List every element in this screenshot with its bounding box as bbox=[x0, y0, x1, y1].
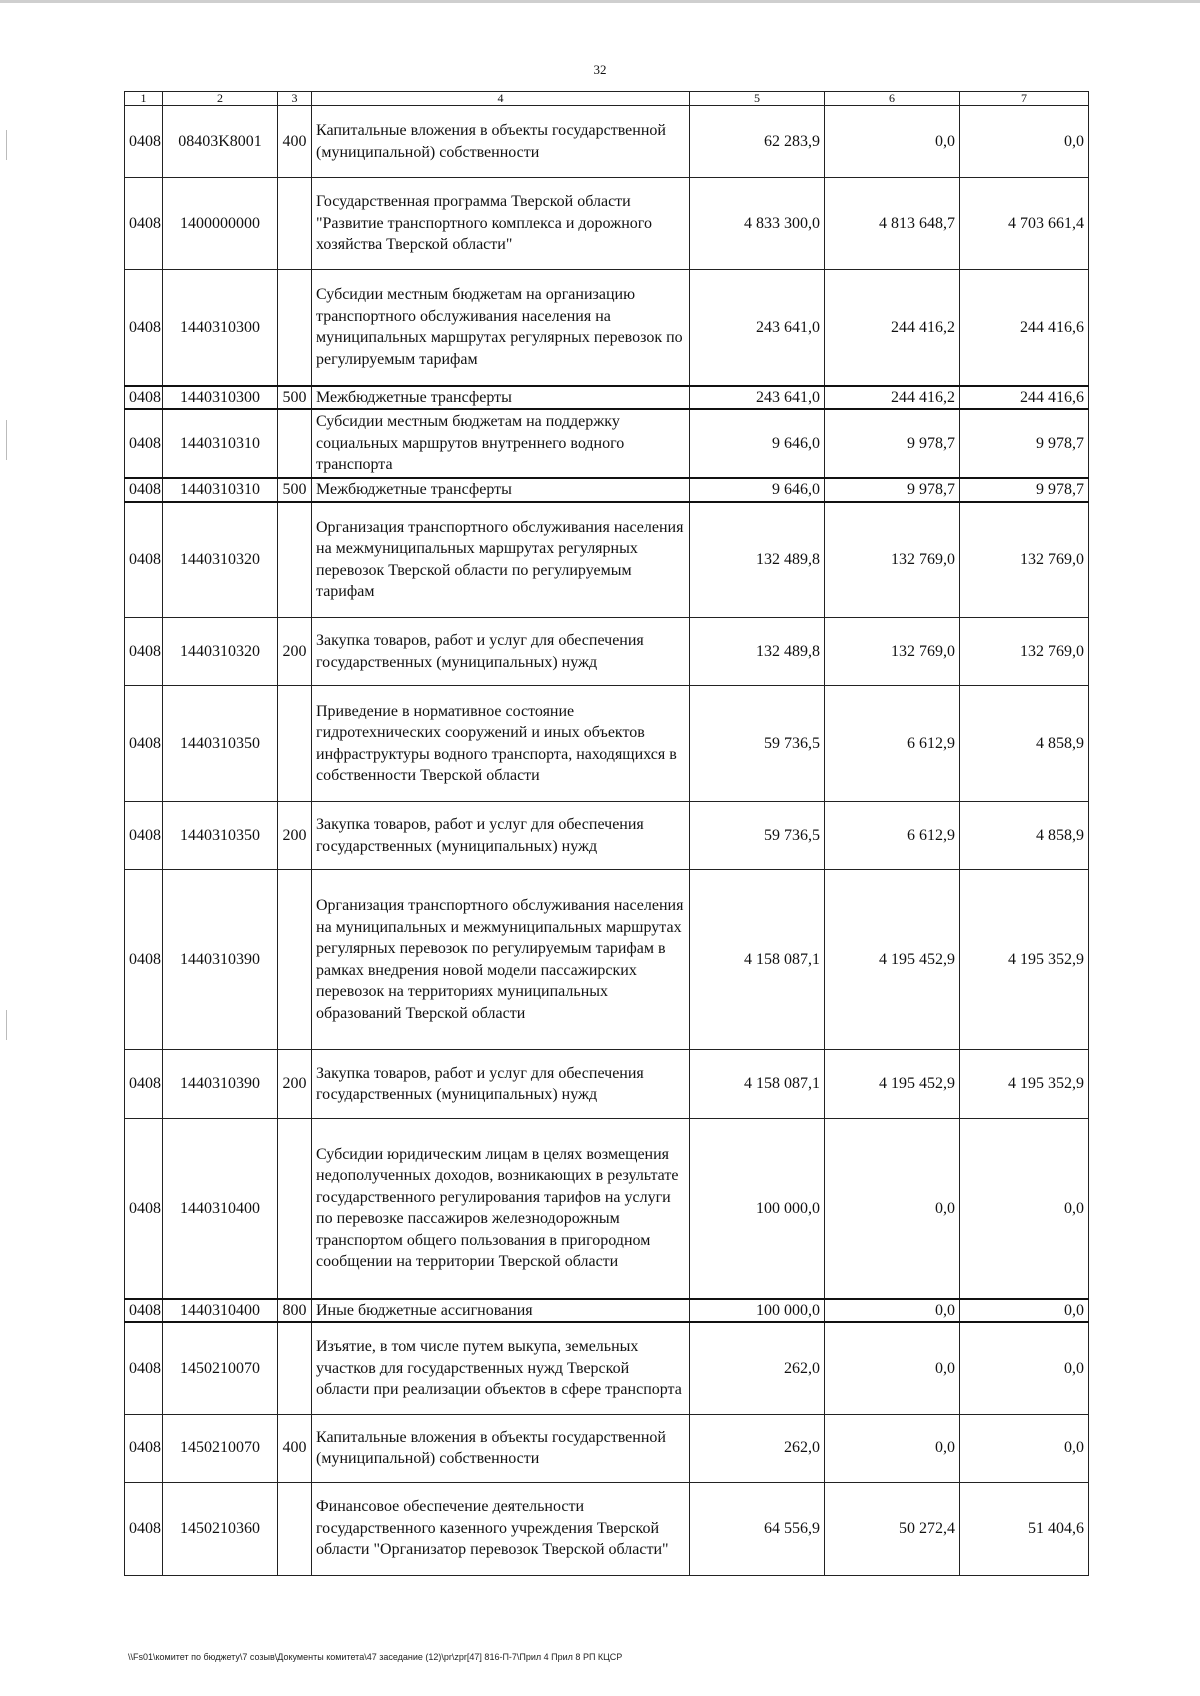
amount-col5: 262,0 bbox=[690, 1414, 825, 1482]
amount-col7: 0,0 bbox=[960, 106, 1089, 178]
scan-margin-mark bbox=[6, 1010, 7, 1040]
amount-col5: 243 641,0 bbox=[690, 386, 825, 410]
section-code: 0408 bbox=[125, 686, 163, 802]
table-row bbox=[125, 686, 1089, 802]
item-name: Закупка товаров, работ и услуг для обеспечения государственных (муниципальных) нужд bbox=[312, 618, 690, 686]
amount-col6: 0,0 bbox=[825, 1299, 960, 1323]
target-article-code: 1400000000 bbox=[163, 178, 278, 270]
item-name: Финансовое обеспечение деятельности государственного казенного учреждения Тверской области "Организатор перевозок Тверской области" bbox=[312, 1482, 690, 1575]
scan-margin-mark bbox=[6, 420, 7, 460]
col-header: 6 bbox=[825, 92, 960, 106]
expense-type-code bbox=[278, 1322, 312, 1414]
page-number: 32 bbox=[593, 62, 607, 77]
amount-col6: 6 612,9 bbox=[825, 686, 960, 802]
footer-file-path: \\Fs01\комитет по бюджету\7 созыв\Документы комитета\47 заседание (12)\pr\zpr[47] 816-П-7\Прил 4 Прил 8 РП КЦСР bbox=[128, 1652, 623, 1662]
target-article-code: 1440310320 bbox=[163, 502, 278, 618]
amount-col6: 4 195 452,9 bbox=[825, 870, 960, 1050]
expense-type-code bbox=[278, 178, 312, 270]
section-code: 0408 bbox=[125, 1322, 163, 1414]
amount-col7: 132 769,0 bbox=[960, 618, 1089, 686]
item-name: Межбюджетные трансферты bbox=[312, 478, 690, 502]
amount-col6: 9 978,7 bbox=[825, 478, 960, 502]
section-code: 0408 bbox=[125, 1414, 163, 1482]
expense-type-code: 400 bbox=[278, 1414, 312, 1482]
amount-col5: 59 736,5 bbox=[690, 686, 825, 802]
amount-col7: 51 404,6 bbox=[960, 1482, 1089, 1575]
amount-col7: 9 978,7 bbox=[960, 409, 1089, 478]
section-code: 0408 bbox=[125, 106, 163, 178]
amount-col6: 6 612,9 bbox=[825, 802, 960, 870]
section-code: 0408 bbox=[125, 502, 163, 618]
target-article-code: 1450210360 bbox=[163, 1482, 278, 1575]
section-code: 0408 bbox=[125, 478, 163, 502]
item-name: Организация транспортного обслуживания населения на муниципальных и межмуниципальных маршрутах регулярных перевозок по регулируемым тарифам в рамках внедрения новой модели пассажирских перевозок на территориях муниципальных образований Тверской области bbox=[312, 870, 690, 1050]
expense-type-code bbox=[278, 270, 312, 386]
expense-type-code bbox=[278, 870, 312, 1050]
target-article-code: 08403K8001 bbox=[163, 106, 278, 178]
amount-col6: 244 416,2 bbox=[825, 386, 960, 410]
amount-col6: 0,0 bbox=[825, 1414, 960, 1482]
amount-col6: 132 769,0 bbox=[825, 502, 960, 618]
table-row bbox=[125, 386, 1089, 410]
amount-col7: 4 858,9 bbox=[960, 802, 1089, 870]
section-code: 0408 bbox=[125, 1119, 163, 1299]
table-row bbox=[125, 1119, 1089, 1299]
amount-col6: 0,0 bbox=[825, 106, 960, 178]
item-name: Субсидии местным бюджетам на поддержку социальных маршрутов внутреннего водного транспорта bbox=[312, 409, 690, 478]
table-row bbox=[125, 1299, 1089, 1323]
amount-col7: 0,0 bbox=[960, 1299, 1089, 1323]
section-code: 0408 bbox=[125, 409, 163, 478]
section-code: 0408 bbox=[125, 870, 163, 1050]
amount-col5: 62 283,9 bbox=[690, 106, 825, 178]
section-code: 0408 bbox=[125, 386, 163, 410]
table-row bbox=[125, 178, 1089, 270]
target-article-code: 1440310350 bbox=[163, 802, 278, 870]
amount-col5: 132 489,8 bbox=[690, 502, 825, 618]
amount-col6: 0,0 bbox=[825, 1322, 960, 1414]
table-row bbox=[125, 1322, 1089, 1414]
expense-type-code: 500 bbox=[278, 386, 312, 410]
section-code: 0408 bbox=[125, 618, 163, 686]
table-row bbox=[125, 802, 1089, 870]
amount-col6: 132 769,0 bbox=[825, 618, 960, 686]
col-header: 4 bbox=[312, 92, 690, 106]
col-header: 2 bbox=[163, 92, 278, 106]
col-header: 3 bbox=[278, 92, 312, 106]
scan-top-edge bbox=[0, 0, 1200, 3]
col-header: 1 bbox=[125, 92, 163, 106]
amount-col7: 0,0 bbox=[960, 1119, 1089, 1299]
amount-col5: 64 556,9 bbox=[690, 1482, 825, 1575]
expense-type-code: 500 bbox=[278, 478, 312, 502]
section-code: 0408 bbox=[125, 1482, 163, 1575]
target-article-code: 1440310400 bbox=[163, 1299, 278, 1323]
amount-col5: 59 736,5 bbox=[690, 802, 825, 870]
item-name: Капитальные вложения в объекты государственной (муниципальной) собственности bbox=[312, 106, 690, 178]
amount-col6: 50 272,4 bbox=[825, 1482, 960, 1575]
item-name: Закупка товаров, работ и услуг для обеспечения государственных (муниципальных) нужд bbox=[312, 802, 690, 870]
expense-type-code: 800 bbox=[278, 1299, 312, 1323]
target-article-code: 1450210070 bbox=[163, 1322, 278, 1414]
amount-col7: 9 978,7 bbox=[960, 478, 1089, 502]
amount-col5: 100 000,0 bbox=[690, 1119, 825, 1299]
amount-col7: 4 195 352,9 bbox=[960, 1050, 1089, 1119]
amount-col7: 244 416,6 bbox=[960, 270, 1089, 386]
item-name: Организация транспортного обслуживания населения на межмуниципальных маршрутах регулярных перевозок Тверской области по регулируемым тарифам bbox=[312, 502, 690, 618]
amount-col6: 244 416,2 bbox=[825, 270, 960, 386]
section-code: 0408 bbox=[125, 802, 163, 870]
item-name: Межбюджетные трансферты bbox=[312, 386, 690, 410]
amount-col5: 262,0 bbox=[690, 1322, 825, 1414]
amount-col5: 100 000,0 bbox=[690, 1299, 825, 1323]
amount-col7: 0,0 bbox=[960, 1414, 1089, 1482]
expense-type-code: 400 bbox=[278, 106, 312, 178]
col-header: 7 bbox=[960, 92, 1089, 106]
item-name: Государственная программа Тверской области "Развитие транспортного комплекса и дорожного хозяйства Тверской области" bbox=[312, 178, 690, 270]
item-name: Субсидии местным бюджетам на организацию транспортного обслуживания населения на муниципальных маршрутах регулярных перевозок по регулируемым тарифам bbox=[312, 270, 690, 386]
expense-type-code bbox=[278, 686, 312, 802]
table-row bbox=[125, 478, 1089, 502]
item-name: Капитальные вложения в объекты государственной (муниципальной) собственности bbox=[312, 1414, 690, 1482]
amount-col5: 243 641,0 bbox=[690, 270, 825, 386]
item-name: Субсидии юридическим лицам в целях возмещения недополученных доходов, возникающих в результате государственного регулирования тарифов на услуги по перевозке пассажиров железнодорожным транспортом общего пользования в пригородном сообщении на территории Тверской области bbox=[312, 1119, 690, 1299]
item-name: Закупка товаров, работ и услуг для обеспечения государственных (муниципальных) нужд bbox=[312, 1050, 690, 1119]
amount-col6: 9 978,7 bbox=[825, 409, 960, 478]
amount-col5: 9 646,0 bbox=[690, 478, 825, 502]
amount-col7: 4 703 661,4 bbox=[960, 178, 1089, 270]
target-article-code: 1440310300 bbox=[163, 386, 278, 410]
target-article-code: 1440310300 bbox=[163, 270, 278, 386]
expense-type-code bbox=[278, 1119, 312, 1299]
amount-col5: 4 158 087,1 bbox=[690, 870, 825, 1050]
target-article-code: 1440310310 bbox=[163, 409, 278, 478]
expense-type-code bbox=[278, 409, 312, 478]
section-code: 0408 bbox=[125, 1050, 163, 1119]
amount-col5: 132 489,8 bbox=[690, 618, 825, 686]
target-article-code: 1440310390 bbox=[163, 1050, 278, 1119]
target-article-code: 1440310320 bbox=[163, 618, 278, 686]
table-row bbox=[125, 409, 1089, 478]
table-row bbox=[125, 1414, 1089, 1482]
table-row bbox=[125, 1482, 1089, 1575]
expense-type-code bbox=[278, 1482, 312, 1575]
expense-type-code: 200 bbox=[278, 618, 312, 686]
item-name: Иные бюджетные ассигнования bbox=[312, 1299, 690, 1323]
table-row bbox=[125, 270, 1089, 386]
amount-col5: 9 646,0 bbox=[690, 409, 825, 478]
amount-col7: 132 769,0 bbox=[960, 502, 1089, 618]
expense-type-code bbox=[278, 502, 312, 618]
target-article-code: 1450210070 bbox=[163, 1414, 278, 1482]
section-code: 0408 bbox=[125, 270, 163, 386]
item-name: Приведение в нормативное состояние гидротехнических сооружений и иных объектов инфраструктуры водного транспорта, находящихся в собственности Тверской области bbox=[312, 686, 690, 802]
section-code: 0408 bbox=[125, 178, 163, 270]
expense-type-code: 200 bbox=[278, 1050, 312, 1119]
amount-col7: 244 416,6 bbox=[960, 386, 1089, 410]
scan-margin-mark bbox=[6, 130, 7, 160]
expense-type-code: 200 bbox=[278, 802, 312, 870]
target-article-code: 1440310310 bbox=[163, 478, 278, 502]
amount-col7: 0,0 bbox=[960, 1322, 1089, 1414]
table-row bbox=[125, 1050, 1089, 1119]
table-row bbox=[125, 502, 1089, 618]
section-code: 0408 bbox=[125, 1299, 163, 1323]
amount-col7: 4 195 352,9 bbox=[960, 870, 1089, 1050]
amount-col6: 0,0 bbox=[825, 1119, 960, 1299]
amount-col5: 4 833 300,0 bbox=[690, 178, 825, 270]
column-number-row bbox=[125, 92, 1089, 106]
budget-table bbox=[124, 91, 1089, 1576]
target-article-code: 1440310400 bbox=[163, 1119, 278, 1299]
amount-col5: 4 158 087,1 bbox=[690, 1050, 825, 1119]
amount-col6: 4 195 452,9 bbox=[825, 1050, 960, 1119]
amount-col7: 4 858,9 bbox=[960, 686, 1089, 802]
item-name: Изъятие, в том числе путем выкупа, земельных участков для государственных нужд Тверской области при реализации объектов в сфере транспорта bbox=[312, 1322, 690, 1414]
target-article-code: 1440310350 bbox=[163, 686, 278, 802]
amount-col6: 4 813 648,7 bbox=[825, 178, 960, 270]
table-row bbox=[125, 106, 1089, 178]
col-header: 5 bbox=[690, 92, 825, 106]
table-row bbox=[125, 870, 1089, 1050]
target-article-code: 1440310390 bbox=[163, 870, 278, 1050]
table-row bbox=[125, 618, 1089, 686]
